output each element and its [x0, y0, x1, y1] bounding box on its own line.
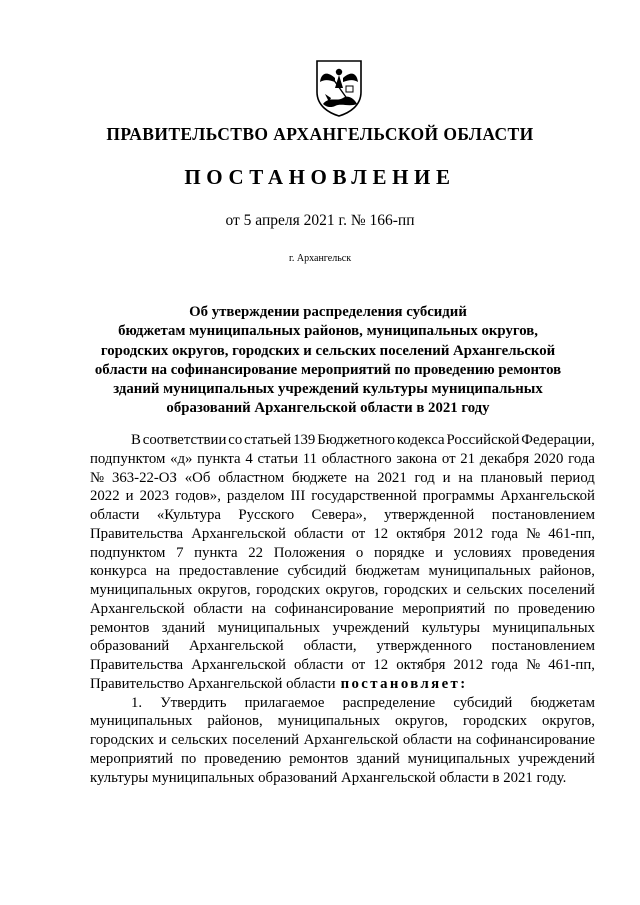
document-body: [90, 431, 595, 787]
resolution-keyword: постановляет:: [340, 675, 468, 692]
coat-of-arms-icon: [311, 58, 367, 118]
body-line: конкурса на предоставление субсидий бюджетам муниципальных районов,: [90, 563, 595, 580]
title-line: области на софинансирование мероприятий по проведению ремонтов: [94, 361, 562, 378]
body-line: городских и сельских поселений Архангельской области на софинансирование: [90, 732, 595, 748]
body-line: подпунктом 7 пункта 22 Положения о порядке и условиях проведения: [90, 544, 595, 561]
body-line: муниципальных районов, муниципальных округов, городских округов,: [90, 713, 595, 730]
document-date-number: от 5 апреля 2021 г. № 166-пп: [225, 212, 415, 229]
document-city: г. Архангельск: [288, 253, 352, 264]
body-line: 2022 и 2023 годов», разделом III государственной программы Архангельской: [90, 488, 595, 505]
body-line: Правительства Архангельской области от 12 октября 2012 года № 461-пп,: [90, 657, 595, 673]
resolution-prefix: Правительство Архангельской области: [90, 675, 336, 692]
title-line: образований Архангельской области в 2021 году: [166, 400, 490, 417]
body-line: ремонтов зданий муниципальных учреждений культуры муниципальных: [90, 619, 595, 636]
body-line: Правительства Архангельской области от 12 октября 2012 года № 461-пп,: [90, 525, 595, 542]
government-name: ПРАВИТЕЛЬСТВО АРХАНГЕЛЬСКОЙ ОБЛАСТИ: [106, 124, 534, 144]
body-line: № 363-22-ОЗ «Об областном бюджете на 2021 год и на плановый период: [90, 469, 595, 486]
body-line: подпунктом «д» пункта 4 статьи 11 областного закона от 21 декабря 2020 года: [90, 450, 595, 467]
document-title: [90, 303, 566, 419]
body-line: области «Культура Русского Севера», утвержденной постановлением: [90, 507, 595, 523]
body-line: В соответствии со статьей 139 Бюджетного кодекса Российской Федерации,: [131, 432, 595, 448]
body-line: мероприятий по проведению ремонтов зданий муниципальных учреждений: [90, 750, 595, 767]
title-line: зданий муниципальных учреждений культуры муниципальных: [113, 381, 543, 398]
title-line: Об утверждении распределения субсидий: [189, 304, 467, 320]
body-line: Архангельской области на софинансирование мероприятий по проведению: [90, 600, 595, 617]
body-line-resolution: [90, 675, 595, 694]
body-line: 1. Утвердить прилагаемое распределение субсидий бюджетам: [131, 694, 595, 711]
body-line: образований Архангельской области, утвержденного постановлением: [90, 638, 595, 655]
document-type: ПОСТАНОВЛЕНИЕ: [184, 165, 456, 189]
body-line: муниципальных округов, городских округов, городских и сельских поселений: [90, 582, 595, 598]
body-line: культуры муниципальных образований Архангельской области в 2021 году.: [90, 769, 567, 786]
title-line: городских округов, городских и сельских поселений Архангельской: [100, 342, 556, 359]
title-line: бюджетам муниципальных районов, муниципальных округов,: [118, 323, 538, 340]
